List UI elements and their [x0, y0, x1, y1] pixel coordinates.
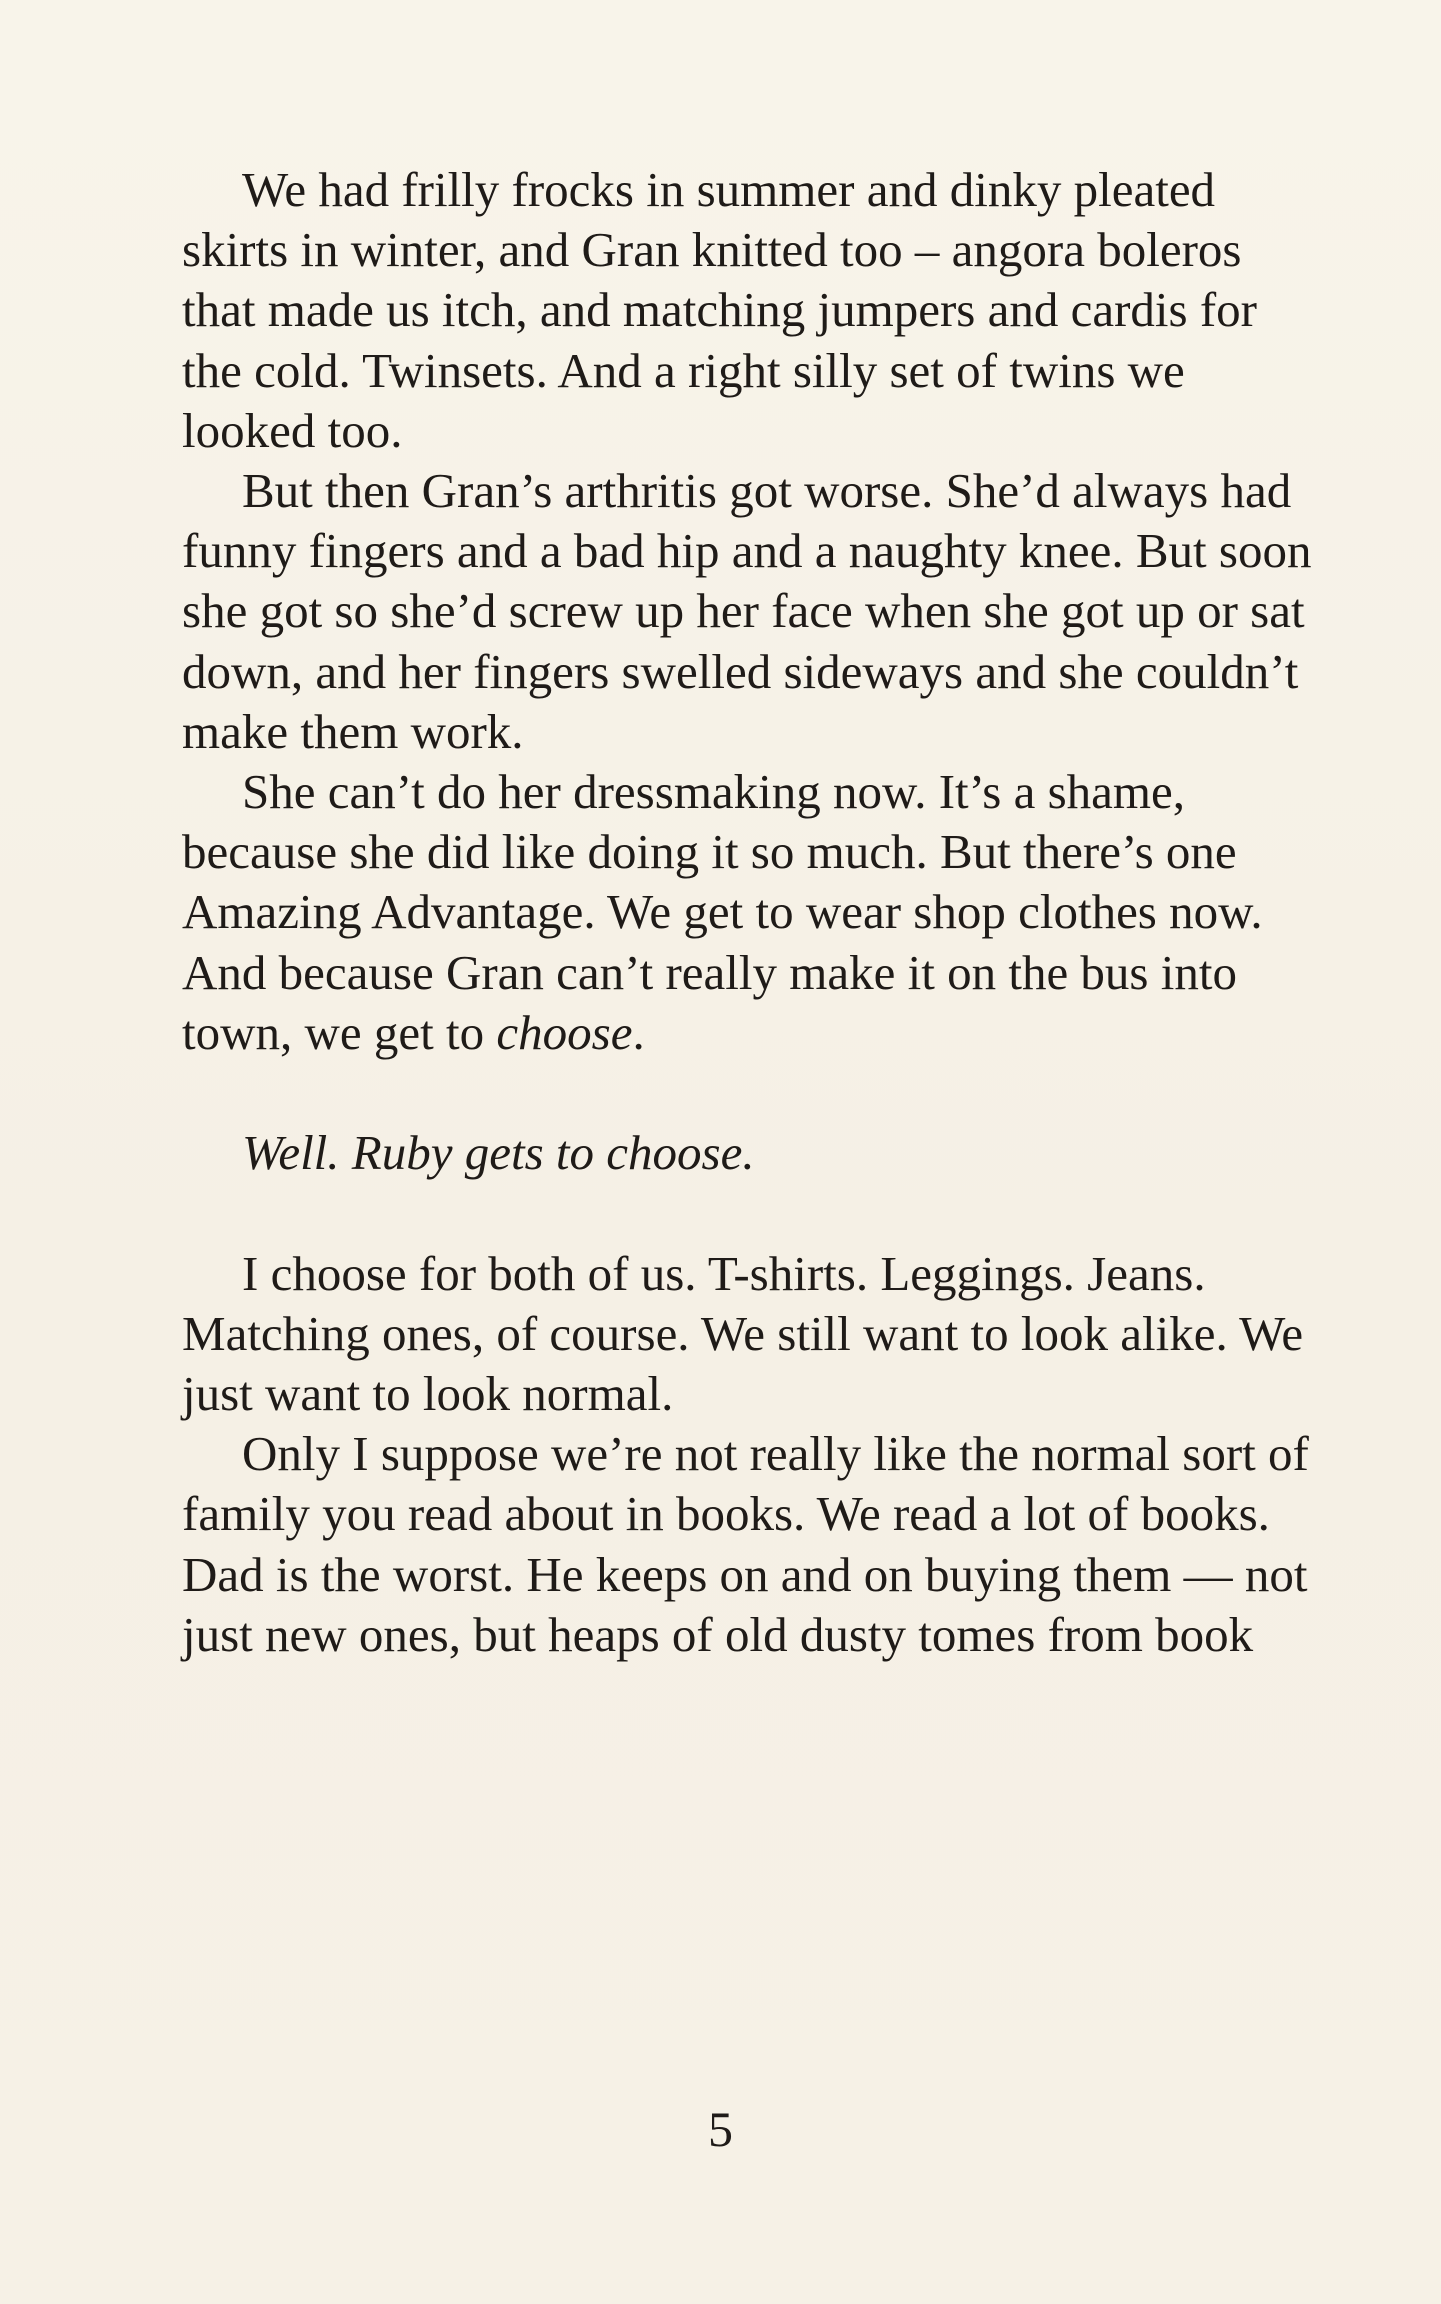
- italic-paragraph: Well. Ruby gets to choose.: [242, 1125, 755, 1181]
- paragraph-text: She can’t do her dressmaking now. It’s a shame, because she did like doing it so much. But there’s one Amazing Advantage. We get to wear shop clothes now. And because Gran can’t really make it on the bus into town, we get to: [182, 764, 1263, 1060]
- paragraph-text: .: [632, 1004, 645, 1060]
- emphasis-text: choose: [496, 1004, 633, 1060]
- paragraph: Only I suppose we’re not really like the normal sort of family you read about in books. We read a lot of books. Dad is the worst. He keeps on and on buying them — not just new ones, but heaps of old dusty tomes from book: [182, 1426, 1309, 1662]
- paragraph: We had frilly frocks in summer and dinky pleated skirts in winter, and Gran knitted too – angora boleros that made us itch, and matching jumpers and cardis for the cold. Twinsets. And a right silly set of twins we looked too.: [182, 162, 1257, 458]
- blank-line: [182, 1183, 1312, 1243]
- paragraph: I choose for both of us. T-shirts. Leggings. Jeans. Matching ones, of course. We still want to look alike. We just want to look normal.: [182, 1245, 1304, 1422]
- page-number: 5: [708, 2101, 733, 2157]
- body-text: [182, 160, 1312, 1665]
- paragraph: [182, 762, 1312, 1063]
- blank-line: [182, 1063, 1312, 1123]
- paragraph: But then Gran’s arthritis got worse. She’d always had funny fingers and a bad hip and a naughty knee. But soon she got so she’d screw up her face when she got up or sat down, and her fingers swelled sideways and she couldn’t make them work.: [182, 463, 1312, 759]
